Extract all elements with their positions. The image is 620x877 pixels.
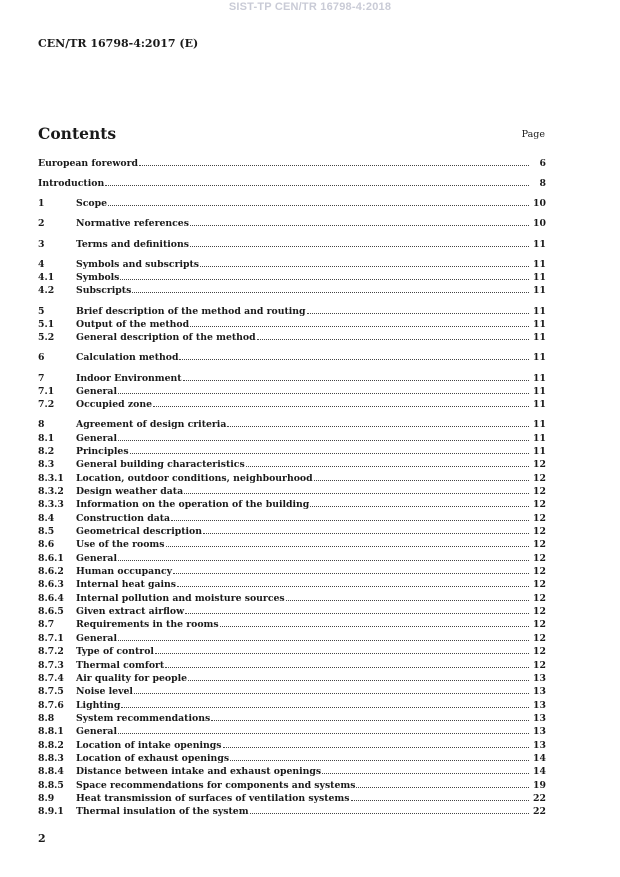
toc-entry-title: Agreement of design criteria <box>76 419 227 431</box>
toc-entry-page: 13 <box>533 739 546 751</box>
toc-entry[interactable] <box>38 553 546 566</box>
toc-entry-number: 8.9.1 <box>38 806 64 818</box>
toc-entry-page: 10 <box>533 218 546 230</box>
dot-leader <box>165 666 529 668</box>
toc-entry-title: Brief description of the method and routing <box>76 305 306 317</box>
toc-entry-title: Principles <box>76 446 129 458</box>
toc-entry[interactable] <box>38 753 546 766</box>
toc-entry-number: 8.8.2 <box>38 739 64 751</box>
toc-entry-page: 12 <box>533 552 546 564</box>
dot-leader <box>220 625 529 627</box>
toc-entry-page: 8 <box>539 178 546 190</box>
toc-entry[interactable] <box>38 713 546 726</box>
toc-entry-title: Human occupancy <box>76 566 173 578</box>
toc-entry[interactable] <box>38 473 546 486</box>
toc-entry-number: 8.7.6 <box>38 699 64 711</box>
toc-entry-title: Design weather data <box>76 486 184 498</box>
toc-entry-title: Air quality for people <box>76 672 188 684</box>
toc-entry-page: 11 <box>533 305 546 317</box>
toc-entry[interactable] <box>38 780 546 793</box>
toc-entry-title: Symbols and subscripts <box>76 258 200 270</box>
toc-entry-title: Calculation method <box>76 352 179 364</box>
toc-entry-page: 13 <box>533 726 546 738</box>
dot-leader <box>190 325 529 327</box>
toc-entry-number: 8.2 <box>38 446 55 458</box>
toc-entry-number: 7.2 <box>38 399 55 411</box>
toc-entry[interactable] <box>38 446 546 459</box>
toc-entry-number: 8.3 <box>38 459 55 471</box>
dot-leader <box>118 732 529 734</box>
dot-leader <box>183 379 529 381</box>
toc-entry[interactable] <box>38 218 546 231</box>
toc-entry-number: 8.1 <box>38 432 55 444</box>
toc-entry-page: 12 <box>533 632 546 644</box>
toc-entry-title: Thermal comfort <box>76 659 165 671</box>
toc-entry-title: Distance between intake and exhaust openings <box>76 766 322 778</box>
toc-entry[interactable] <box>38 686 546 699</box>
toc-entry-number: 4 <box>38 258 45 270</box>
toc-entry-number: 4.2 <box>38 285 55 297</box>
toc-entry-title: Use of the rooms <box>76 539 165 551</box>
dot-leader <box>184 492 529 494</box>
toc-entry-title: Information on the operation of the building <box>76 499 310 511</box>
toc-entry-number: 5.1 <box>38 318 55 330</box>
toc-entry-page: 11 <box>533 332 546 344</box>
dot-leader <box>177 585 529 587</box>
toc-entry-title: Thermal insulation of the system <box>76 806 249 818</box>
dot-leader <box>173 572 529 574</box>
toc-entry-page: 13 <box>533 686 546 698</box>
table-of-contents <box>38 158 546 820</box>
toc-entry-number: 8.8.3 <box>38 752 64 764</box>
dot-leader <box>179 358 529 360</box>
dot-leader <box>203 532 529 534</box>
dot-leader <box>105 184 529 186</box>
toc-entry[interactable] <box>38 285 546 298</box>
toc-entry-page: 13 <box>533 672 546 684</box>
toc-entry-number: 8.7.3 <box>38 659 64 671</box>
toc-entry[interactable] <box>38 526 546 539</box>
toc-entry-title: Heat transmission of surfaces of ventilation systems <box>76 792 350 804</box>
toc-entry-number: 8.3.3 <box>38 499 64 511</box>
dot-leader <box>153 405 529 407</box>
toc-entry-number: 8.6 <box>38 539 55 551</box>
toc-entry-title: Requirements in the rooms <box>76 619 219 631</box>
toc-entry-number: 8.8.5 <box>38 779 64 791</box>
toc-entry-number: 8.8.1 <box>38 726 64 738</box>
toc-entry[interactable] <box>38 593 546 606</box>
dot-leader <box>155 652 529 654</box>
toc-entry-page: 11 <box>533 385 546 397</box>
toc-entry[interactable] <box>38 178 546 191</box>
toc-entry-number: 7.1 <box>38 385 55 397</box>
dot-leader <box>351 799 530 801</box>
dot-leader <box>171 519 529 521</box>
dot-leader <box>250 812 529 814</box>
toc-entry-page: 12 <box>533 526 546 538</box>
toc-entry[interactable] <box>38 319 546 332</box>
toc-entry-number: 4.1 <box>38 272 55 284</box>
toc-entry-number: 8.7.2 <box>38 646 64 658</box>
toc-entry-page: 12 <box>533 486 546 498</box>
dot-leader <box>230 759 529 761</box>
toc-entry[interactable] <box>38 633 546 646</box>
toc-entry[interactable] <box>38 486 546 499</box>
toc-entry[interactable] <box>38 272 546 285</box>
toc-entry-number: 8 <box>38 419 45 431</box>
dot-leader <box>118 639 529 641</box>
dot-leader <box>200 265 529 267</box>
dot-leader <box>118 392 529 394</box>
toc-entry-page: 13 <box>533 699 546 711</box>
toc-entry-title: General <box>76 726 117 738</box>
toc-entry-title: General building characteristics <box>76 459 245 471</box>
toc-entry-page: 6 <box>539 158 546 169</box>
toc-entry[interactable] <box>38 433 546 446</box>
toc-entry-page: 12 <box>533 472 546 484</box>
dot-leader <box>257 338 529 340</box>
dot-leader <box>130 452 529 454</box>
toc-entry-number: 5.2 <box>38 332 55 344</box>
toc-entry[interactable] <box>38 579 546 592</box>
toc-entry-page: 11 <box>533 258 546 270</box>
toc-entry-title: Introduction <box>38 178 105 190</box>
toc-entry-title: Output of the method <box>76 318 190 330</box>
dot-leader <box>223 746 530 748</box>
contents-title: Contents <box>38 124 117 143</box>
toc-entry-page: 12 <box>533 606 546 618</box>
toc-entry-page: 11 <box>533 238 546 250</box>
toc-entry-number: 8.6.3 <box>38 579 64 591</box>
toc-entry-title: Internal heat gains <box>76 579 177 591</box>
toc-entry-number: 6 <box>38 352 45 364</box>
toc-entry[interactable] <box>38 419 546 432</box>
toc-entry-title: Scope <box>76 198 107 210</box>
dot-leader <box>188 679 529 681</box>
toc-entry[interactable] <box>38 660 546 673</box>
toc-entry-number: 8.4 <box>38 512 55 524</box>
dot-leader <box>310 505 529 507</box>
dot-leader <box>132 291 529 293</box>
toc-entry-title: Location of intake openings <box>76 739 222 751</box>
toc-entry[interactable] <box>38 766 546 779</box>
watermark: SIST-TP CEN/TR 16798-4:2018 <box>228 1 392 13</box>
toc-entry[interactable] <box>38 566 546 579</box>
toc-entry-number: 8.7 <box>38 619 55 631</box>
toc-entry-page: 10 <box>533 198 546 210</box>
toc-entry[interactable] <box>38 740 546 753</box>
toc-entry-page: 22 <box>533 806 546 818</box>
toc-entry-title: Terms and definitions <box>76 238 189 250</box>
dot-leader <box>185 612 529 614</box>
toc-entry[interactable] <box>38 259 546 272</box>
page-column-label: Page <box>521 129 545 140</box>
toc-entry-title: Location, outdoor conditions, neighbourhood <box>76 472 313 484</box>
toc-entry-page: 11 <box>533 419 546 431</box>
toc-entry-page: 22 <box>533 792 546 804</box>
dot-leader <box>322 772 529 774</box>
toc-entry-number: 3 <box>38 238 45 250</box>
toc-entry-number: 8.3.1 <box>38 472 64 484</box>
toc-entry[interactable] <box>38 352 546 365</box>
toc-entry-title: Lighting <box>76 699 121 711</box>
toc-entry-title: Occupied zone <box>76 399 153 411</box>
toc-entry-title: Noise level <box>76 686 133 698</box>
toc-entry-title: System recommendations <box>76 712 211 724</box>
toc-entry-page: 11 <box>533 272 546 284</box>
dot-leader <box>108 204 529 206</box>
toc-entry[interactable] <box>38 726 546 739</box>
toc-entry[interactable] <box>38 646 546 659</box>
toc-entry[interactable] <box>38 373 546 386</box>
toc-entry-page: 12 <box>533 566 546 578</box>
dot-leader <box>307 312 529 314</box>
dot-leader <box>118 559 529 561</box>
toc-entry[interactable] <box>38 459 546 472</box>
toc-entry[interactable] <box>38 606 546 619</box>
toc-entry-title: Geometrical description <box>76 526 203 538</box>
toc-entry-page: 11 <box>533 285 546 297</box>
dot-leader <box>190 245 529 247</box>
toc-entry[interactable] <box>38 198 546 211</box>
dot-leader <box>246 465 529 467</box>
toc-entry-title: General <box>76 385 117 397</box>
dot-leader <box>211 719 529 721</box>
toc-entry[interactable] <box>38 399 546 412</box>
toc-entry-page: 12 <box>533 619 546 631</box>
toc-entry-page: 14 <box>533 752 546 764</box>
toc-entry-page: 12 <box>533 579 546 591</box>
dot-leader <box>139 164 529 166</box>
toc-entry-page: 13 <box>533 712 546 724</box>
toc-entry-number: 8.6.5 <box>38 606 64 618</box>
dot-leader <box>118 439 529 441</box>
toc-entry-number: 1 <box>38 198 45 210</box>
toc-entry-title: Symbols <box>76 272 120 284</box>
toc-entry-number: 8.9 <box>38 792 55 804</box>
dot-leader <box>286 599 529 601</box>
dot-leader <box>190 224 529 226</box>
toc-entry-number: 8.5 <box>38 526 55 538</box>
toc-entry-page: 12 <box>533 459 546 471</box>
toc-entry[interactable] <box>38 499 546 512</box>
toc-entry[interactable] <box>38 806 546 819</box>
toc-entry-page: 14 <box>533 766 546 778</box>
dot-leader <box>227 425 529 427</box>
toc-entry-title: Normative references <box>76 218 189 230</box>
toc-entry-title: Given extract airflow <box>76 606 185 618</box>
document-id: CEN/TR 16798-4:2017 (E) <box>38 37 199 50</box>
toc-entry-page: 11 <box>533 372 546 384</box>
toc-entry-title: Indoor Environment <box>76 372 182 384</box>
toc-entry-number: 8.8 <box>38 712 55 724</box>
toc-entry-page: 12 <box>533 512 546 524</box>
toc-entry[interactable] <box>38 386 546 399</box>
toc-entry-number: 7 <box>38 372 45 384</box>
toc-entry-page: 12 <box>533 539 546 551</box>
toc-entry[interactable] <box>38 513 546 526</box>
toc-entry-number: 8.7.1 <box>38 632 64 644</box>
toc-entry-page: 12 <box>533 659 546 671</box>
dot-leader <box>120 278 529 280</box>
toc-entry[interactable] <box>38 619 546 632</box>
toc-entry-number: 8.6.4 <box>38 592 64 604</box>
toc-entry[interactable] <box>38 158 546 171</box>
dot-leader <box>134 692 529 694</box>
toc-entry-title: Location of exhaust openings <box>76 752 230 764</box>
toc-entry[interactable] <box>38 332 546 345</box>
toc-entry[interactable] <box>38 673 546 686</box>
toc-entry-page: 11 <box>533 352 546 364</box>
dot-leader <box>356 786 529 788</box>
toc-entry-title: Space recommendations for components and systems <box>76 779 356 791</box>
dot-leader <box>121 706 529 708</box>
toc-entry[interactable] <box>38 539 546 552</box>
toc-entry-page: 11 <box>533 399 546 411</box>
toc-entry-page: 12 <box>533 646 546 658</box>
toc-entry-number: 5 <box>38 305 45 317</box>
toc-entry-title: General <box>76 552 117 564</box>
toc-entry[interactable] <box>38 700 546 713</box>
toc-entry-title: Internal pollution and moisture sources <box>76 592 285 604</box>
toc-entry-title: General description of the method <box>76 332 256 344</box>
dot-leader <box>314 479 529 481</box>
toc-entry-page: 19 <box>533 779 546 791</box>
toc-entry-title: General <box>76 632 117 644</box>
toc-entry-number: 8.7.5 <box>38 686 64 698</box>
toc-entry[interactable] <box>38 306 546 319</box>
toc-entry-page: 11 <box>533 446 546 458</box>
toc-entry-page: 11 <box>533 318 546 330</box>
toc-entry-page: 12 <box>533 499 546 511</box>
toc-entry[interactable] <box>38 793 546 806</box>
toc-entry[interactable] <box>38 239 546 252</box>
toc-entry-title: European foreword <box>38 158 138 169</box>
toc-entry-number: 2 <box>38 218 45 230</box>
toc-entry-number: 8.3.2 <box>38 486 64 498</box>
page-number: 2 <box>38 832 46 845</box>
toc-entry-title: General <box>76 432 117 444</box>
toc-entry-page: 12 <box>533 592 546 604</box>
toc-entry-page: 11 <box>533 432 546 444</box>
toc-entry-number: 8.7.4 <box>38 672 64 684</box>
toc-entry-title: Type of control <box>76 646 154 658</box>
toc-entry-number: 8.6.1 <box>38 552 64 564</box>
toc-entry-title: Construction data <box>76 512 171 524</box>
toc-entry-number: 8.6.2 <box>38 566 64 578</box>
toc-entry-title: Subscripts <box>76 285 132 297</box>
toc-entry-number: 8.8.4 <box>38 766 64 778</box>
dot-leader <box>166 545 529 547</box>
